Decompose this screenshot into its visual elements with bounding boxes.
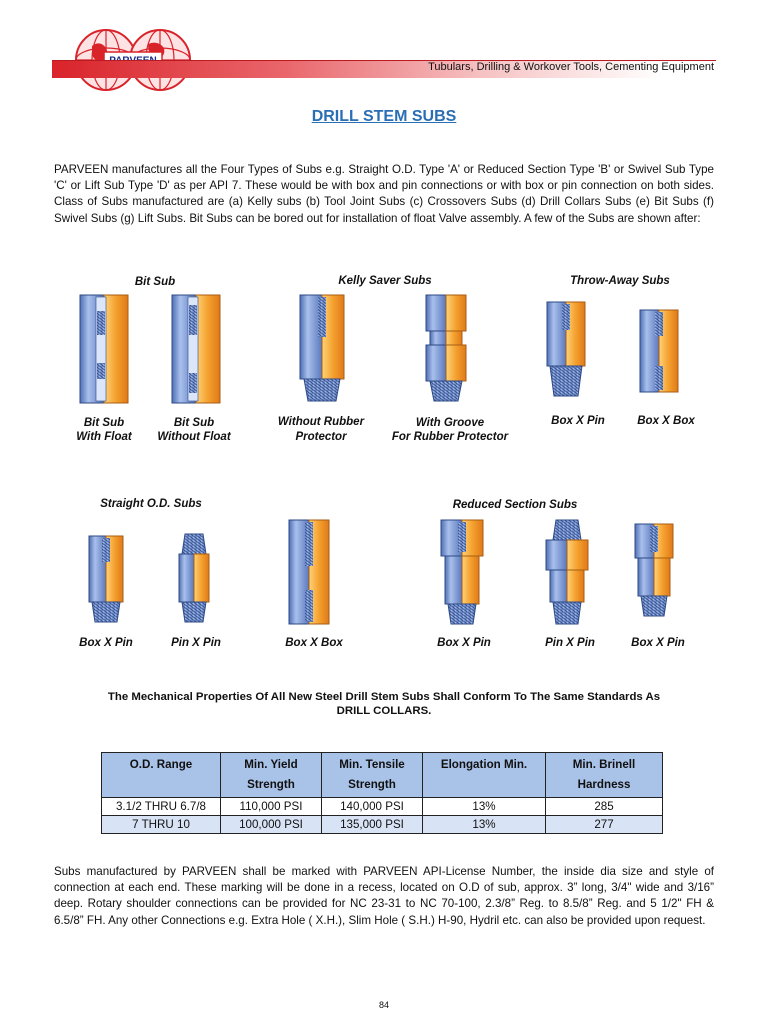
- page-number: 84: [378, 1000, 389, 1010]
- table-cell: 13%: [423, 816, 546, 834]
- statement-line-2: DRILL COLLARS.: [336, 705, 432, 717]
- table-row: [102, 816, 663, 834]
- part-label-throw-boxbox: Box X Box: [637, 415, 695, 427]
- table-cell: 100,000 PSI: [221, 816, 322, 834]
- part-label-straight-boxbox: Box X Box: [285, 637, 343, 649]
- intro-paragraph: PARVEEN manufactures all the Four Types of Subs e.g. Straight O.D. Type 'A' or Reduced Section Type 'B' or Swivel Sub Type 'C' or Lift Sub Type 'D' as per API 7. These would be with box and pin connections or with box or pin connection on both sides. Class of Subs manufactured are (a) Kelly subs (b) Tool Joint Subs (c) Crossovers Subs (d) Drill Collars Subs (e) Bit Subs (f) Swivel Subs (g) Lift Subs. Bit Subs can be bored out for installation of float Valve assembly. A few of the Subs are shown after:: [54, 163, 714, 225]
- part-label-bit-float-line1: Bit Sub: [83, 417, 125, 429]
- kelly-with-groove-drawing: [420, 293, 472, 405]
- part-label-kelly-groove-line2: For Rubber Protector: [391, 431, 509, 443]
- header-od-range: O.D. Range: [102, 753, 221, 798]
- part-label-straight-pinpin: Pin X Pin: [171, 637, 221, 649]
- reduced-section-pin-x-pin-drawing: [542, 518, 592, 626]
- part-label-reduced-boxpin: Box X Pin: [437, 637, 491, 649]
- page-title: DRILL STEM SUBS: [311, 108, 457, 125]
- statement-line-1: The Mechanical Properties Of All New Steel Drill Stem Subs Shall Conform To The Same Standards As: [107, 691, 661, 703]
- straight-od-box-x-pin-drawing: [86, 534, 126, 624]
- part-label-straight-boxpin: Box X Pin: [79, 637, 133, 649]
- table-cell: 285: [546, 798, 663, 816]
- header-elongation: Elongation Min.: [423, 753, 546, 798]
- mechanical-properties-statement: [54, 690, 714, 718]
- straight-od-box-x-box-drawing: [286, 518, 332, 626]
- table-cell: 3.1/2 THRU 6.7/8: [102, 798, 221, 816]
- bit-sub-with-float-drawing: [78, 293, 132, 405]
- marking-paragraph: Subs manufactured by PARVEEN shall be marked with PARVEEN API-License Number, the inside dia size and style of connection at each end. These marking will be done in a recess, located on O.D of sub, approx. 3” long, 3/4" wide and 3/16” deep. Rotary shoulder connections can be provided for NC 23-31 to NC 70-100, 2.3/8” Reg. to 8.5/8” Reg. and 5 1/2" FH & 6.5/8” FH. Any other Connections e.g. Extra Hole ( X.H.), Slim Hole ( S.H.) H-90, Hydril etc. can also be provided upon request.: [54, 865, 714, 927]
- group-label-reduced-section: Reduced Section Subs: [452, 499, 578, 511]
- part-label-throw-boxpin: Box X Pin: [551, 415, 605, 427]
- mechanical-properties-table: [101, 752, 663, 834]
- table-row: [102, 798, 663, 816]
- part-label-bit-nofloat-line2: Without Float: [157, 431, 231, 443]
- group-label-bit-sub: Bit Sub: [134, 276, 176, 288]
- group-label-kelly-saver: Kelly Saver Subs: [338, 275, 432, 287]
- reduced-section-box-x-pin-2-drawing: [632, 522, 676, 618]
- table-cell: 140,000 PSI: [322, 798, 423, 816]
- part-label-bit-float-line2: With Float: [76, 431, 132, 443]
- table-cell: 7 THRU 10: [102, 816, 221, 834]
- part-label-reduced-pinpin: Pin X Pin: [545, 637, 595, 649]
- table-cell: 135,000 PSI: [322, 816, 423, 834]
- throw-away-box-x-box-drawing: [638, 308, 680, 394]
- part-label-kelly-groove-line1: With Groove: [415, 417, 485, 429]
- table-cell: 13%: [423, 798, 546, 816]
- kelly-without-rubber-drawing: [296, 293, 348, 405]
- throw-away-box-x-pin-drawing: [544, 300, 588, 400]
- part-label-reduced-boxpin-2: Box X Pin: [631, 637, 685, 649]
- part-label-kelly-norubber-line1: Without Rubber: [277, 416, 365, 428]
- table-cell: 110,000 PSI: [221, 798, 322, 816]
- bit-sub-without-float-drawing: [170, 293, 224, 405]
- part-label-bit-nofloat-line1: Bit Sub: [173, 417, 215, 429]
- header-min-tensile: Min. Tensile Strength: [322, 753, 423, 798]
- header-min-brinell: Min. Brinell Hardness: [546, 753, 663, 798]
- group-label-throw-away: Throw-Away Subs: [570, 275, 670, 287]
- table-header-row: [102, 753, 663, 798]
- header-tagline: Tubulars, Drilling & Workover Tools, Cementing Equipment: [428, 61, 714, 73]
- part-label-kelly-norubber-line2: Protector: [295, 431, 347, 443]
- straight-od-pin-x-pin-drawing: [176, 532, 212, 624]
- table-cell: 277: [546, 816, 663, 834]
- header-min-yield: Min. Yield Strength: [221, 753, 322, 798]
- group-label-straight-od: Straight O.D. Subs: [100, 498, 202, 510]
- reduced-section-box-x-pin-drawing: [438, 518, 486, 626]
